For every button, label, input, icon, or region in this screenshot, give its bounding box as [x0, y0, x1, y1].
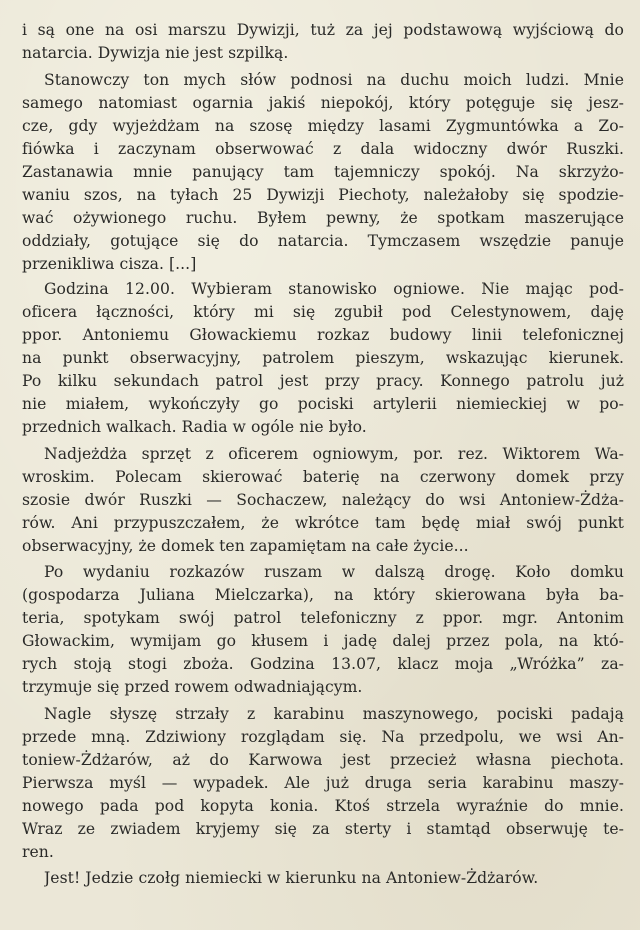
text-line: rów. Ani przypuszczałem, że wkrótce tam będę miał swój punkt	[22, 514, 624, 532]
text-line: Po kilku sekundach patrol jest przy pracy. Konnego patrolu już	[22, 372, 624, 390]
text-line: waniu szos, na tyłach 25 Dywizji Piechoty, należałoby się spodzie-	[22, 186, 624, 204]
text-line: ren.	[22, 843, 54, 861]
text-line: i są one na osi marszu Dywizji, tuż za jej podstawową wyjściową do	[22, 21, 624, 39]
text-line: oficera łączności, który mi się zgubił pod Celestynowem, daję	[22, 303, 624, 321]
text-line: toniew-Żdżarów, aż do Karwowa jest przecież własna piechota.	[22, 751, 624, 769]
paragraph-first-line: Godzina 12.00. Wybieram stanowisko ogniowe. Nie mając pod-	[44, 280, 624, 298]
text-line: obserwacyjny, że domek ten zapamiętam na całe życie...	[22, 537, 469, 555]
text-line: teria, spotykam swój patrol telefoniczny z ppor. mgr. Antonim	[22, 609, 624, 627]
text-line: trzymuje się przed rowem odwadniającym.	[22, 678, 363, 696]
text-line: rych stoją stogi zboża. Godzina 13.07, klacz moja „Wróżka” za-	[22, 655, 624, 673]
text-line: Pierwsza myśl — wypadek. Ale już druga seria karabinu maszy-	[22, 774, 624, 792]
paragraph-first-line: Jest! Jedzie czołg niemiecki w kierunku na Antoniew-Żdżarów.	[44, 869, 539, 887]
text-line: przenikliwa cisza. [...]	[22, 255, 197, 273]
text-line: Zastanawia mnie panujący tam tajemniczy spokój. Na skrzyżo-	[22, 163, 624, 181]
text-line: wać ożywionego ruchu. Byłem pewny, że spotkam maszerujące	[22, 209, 624, 227]
text-line: Głowackim, wymijam go kłusem i jadę dalej przez pola, na któ-	[22, 632, 624, 650]
text-line: oddziały, gotujące się do natarcia. Tymczasem wszędzie panuje	[22, 232, 624, 250]
text-line: wroskim. Polecam skierować baterię na czerwony domek przy	[22, 468, 624, 486]
text-line: szosie dwór Ruszki — Sochaczew, należący do wsi Antoniew-Żdża-	[22, 491, 624, 509]
text-line: nie miałem, wykończyły go pociski artylerii niemieckiej w po-	[22, 395, 624, 413]
text-line: cze, gdy wyjeżdżam na szosę między lasami Zygmuntówka a Zo-	[22, 117, 624, 135]
paragraph-first-line: Po wydaniu rozkazów ruszam w dalszą drogę. Koło domku	[44, 563, 624, 581]
text-line: ppor. Antoniemu Głowackiemu rozkaz budowy linii telefonicznej	[22, 326, 624, 344]
paragraph-first-line: Stanowczy ton mych słów podnosi na duchu moich ludzi. Mnie	[44, 71, 624, 89]
text-line: (gospodarza Juliana Mielczarka), na który skierowana była ba-	[22, 586, 624, 604]
text-line: przednich walkach. Radia w ogóle nie było.	[22, 418, 367, 436]
paragraph-first-line: Nagle słyszę strzały z karabinu maszynowego, pociski padają	[44, 705, 624, 723]
text-line: samego natomiast ogarnia jakiś niepokój, który potęguje się jesz-	[22, 94, 624, 112]
text-line: fiówka i zaczynam obserwować z dala widoczny dwór Ruszki.	[22, 140, 624, 158]
text-line: natarcia. Dywizja nie jest szpilką.	[22, 44, 289, 62]
text-line: na punkt obserwacyjny, patrolem pieszym, wskazując kierunek.	[22, 349, 624, 367]
paragraph-first-line: Nadjeżdża sprzęt z oficerem ogniowym, por. rez. Wiktorem Wa-	[44, 445, 624, 463]
text-line: nowego pada pod kopyta konia. Ktoś strzela wyraźnie do mnie.	[22, 797, 624, 815]
text-line: przede mną. Zdziwiony rozglądam się. Na przedpolu, we wsi An-	[22, 728, 624, 746]
text-line: Wraz ze zwiadem kryjemy się za sterty i stamtąd obserwuję te-	[22, 820, 624, 838]
